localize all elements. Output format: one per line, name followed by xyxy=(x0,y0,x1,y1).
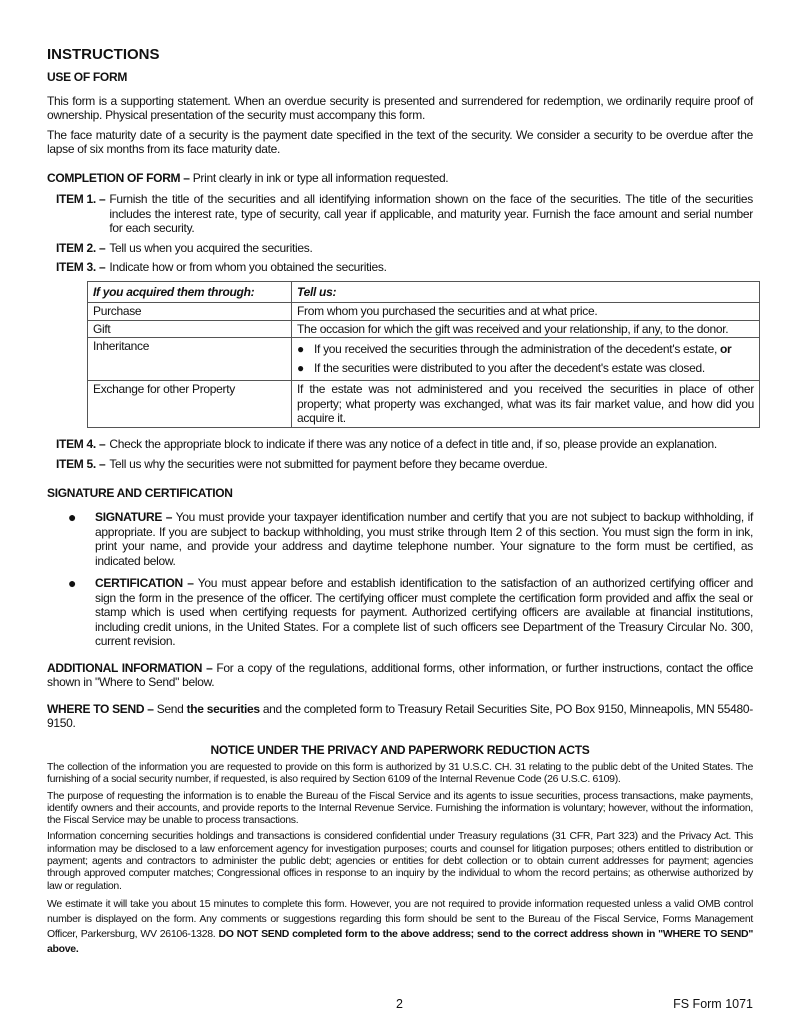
form-number: FS Form 1071 xyxy=(673,996,753,1011)
where-to-send xyxy=(47,702,753,731)
table-cell: Gift xyxy=(88,320,292,338)
table-cell: Exchange for other Property xyxy=(88,381,292,428)
bullet-icon: ● xyxy=(68,575,77,591)
notice-paragraph-2: The purpose of requesting the information is to enable the Bureau of the Fiscal Service and its agents to issue securities, process transactions, make payments, identify owners and their accounts, and provide reports to the Internal Revenue Service. Furnishing the information is voluntary; however, without the information, the Fiscal Service may be unable to process transactions. xyxy=(47,789,753,827)
use-of-form-paragraph-2: The face maturity date of a security is the payment date specified in the text of the security. We consider a security to be overdue after the lapse of six months from its face maturity date. xyxy=(47,127,753,156)
acquisition-table xyxy=(87,281,760,428)
table-cell: If the estate was not administered and you received the securities in place of other property; what property was exchanged, what was its fair market value, and how did you acquire it. xyxy=(292,381,760,428)
table-cell xyxy=(292,338,760,381)
signature-text: You must provide your taxpayer identification number and certify that you are not subject to backup withholding, if appropriate. If you are subject to backup withholding, you must strike through Item 2 of this section. You must sign the form in ink, print your name, and provide your address and daytime telephone number. Your signature to the form must be certified, as indicated below. xyxy=(95,510,753,568)
bullet-text: If the securities were distributed to you after the decedent's estate was closed. xyxy=(314,360,705,375)
certification-text: You must appear before and establish identification to the satisfaction of an authorized certifying officer and sign the form in the presence of the officer. The certifying officer must complete the certification form provided and affix the seal or stamp which is used when certifying requests for payment. Authorized certifying officers are available at financial institutions, including credit unions, in the United States. For a complete list of such officers see Department of the Treasury Circular No. 300, current revision. xyxy=(95,576,754,648)
item-2 xyxy=(56,241,753,256)
page-title: INSTRUCTIONS xyxy=(47,46,160,63)
item-5 xyxy=(56,457,753,472)
bullet-text: If you received the securities through the administration of the decedent's estate, xyxy=(314,342,717,356)
table-row xyxy=(88,338,760,381)
page-footer xyxy=(47,997,753,1013)
bullet-icon: ● xyxy=(297,360,304,375)
item-label: ITEM 4. – xyxy=(56,436,106,451)
item-3 xyxy=(56,260,753,275)
notice-paragraph-3: Information concerning securities holdings and transactions is considered confidential under Treasury regulations (31 CFR, Part 323) and the Privacy Act. This information may be disclosed to a law enforcement agency for investigation purposes; courts and counsel for litigation purposes; others entitled to distribution or payment; agents and contractors to administer the public debt; agencies or entities for debt collection or to obtain current addresses for payment; agencies through approved computer matches; Congressional offices in response to an inquiry by the individual to whom the record pertains; as otherwise authorized by law or regulation. xyxy=(47,830,753,892)
use-of-form-heading: USE OF FORM xyxy=(47,70,128,84)
use-of-form-paragraph-1: This form is a supporting statement. When an overdue security is presented and surrendered for redemption, we ordinarily require proof of ownership. Physical presentation of the security must accompany this form. xyxy=(47,93,753,122)
bullet-item xyxy=(297,342,754,357)
item-label: ITEM 1. – xyxy=(56,192,106,206)
table-cell: The occasion for which the gift was received and your relationship, if any, to the donor. xyxy=(292,320,760,338)
signature-heading: SIGNATURE AND CERTIFICATION xyxy=(47,485,233,500)
item-text: Indicate how or from whom you obtained the securities. xyxy=(109,260,387,274)
table-cell: Inheritance xyxy=(88,338,292,381)
notice-p4-bold: DO NOT SEND completed form to the above address; send to the correct address shown in "WHERE TO SEND" above. xyxy=(47,927,754,955)
where-to-send-label: WHERE TO SEND – xyxy=(47,701,154,716)
certification-bullet xyxy=(68,576,753,649)
item-text: Check the appropriate block to indicate if there was any notice of a defect in title and, if so, please provide an explanation. xyxy=(109,436,717,451)
table-header: Tell us: xyxy=(292,281,760,303)
bullet-bold-text: or xyxy=(720,342,732,356)
completion-text: Print clearly in ink or type all information requested. xyxy=(192,170,449,185)
additional-text: For a copy of the regulations, additional forms, other information, or further instructions, contact the office shown in "Where to Send" below. xyxy=(47,660,753,689)
item-1 xyxy=(56,192,753,236)
additional-information xyxy=(47,661,753,690)
table-cell: From whom you purchased the securities and at what price. xyxy=(292,303,760,321)
table-header: If you acquired them through: xyxy=(88,281,292,303)
notice-paragraph-4 xyxy=(47,897,753,957)
notice-heading: NOTICE UNDER THE PRIVACY AND PAPERWORK REDUCTION ACTS xyxy=(210,742,590,757)
completion-label: COMPLETION OF FORM – xyxy=(47,170,190,185)
additional-label: ADDITIONAL INFORMATION – xyxy=(47,660,213,675)
item-label: ITEM 5. – xyxy=(56,457,106,471)
bullet-icon: ● xyxy=(68,509,77,525)
item-text: Tell us why the securities were not submitted for payment before they became overdue. xyxy=(109,457,548,471)
where-to-send-bold: the securities xyxy=(186,701,260,716)
item-label: ITEM 3. – xyxy=(56,260,106,274)
completion-of-form xyxy=(47,171,753,186)
item-text: Furnish the title of the securities and all identifying information shown on the face of the securities. The title of the securities includes the interest rate, type of security, call year if applicable, and maturity year. Furnish the face amount and serial number for each security. xyxy=(109,192,753,235)
where-to-send-text: and the completed form to Treasury Retail Securities Site, PO Box 9150, Minneapolis, MN 55480-9150. xyxy=(47,701,753,730)
table-row xyxy=(88,320,760,338)
notice-paragraph-1: The collection of the information you are requested to provide on this form is authorized by 31 U.S.C. CH. 31 relating to the public debt of the United States. The furnishing of a social security number, if requested, is also required by Section 6109 of the Internal Revenue Code (26 U.S.C. 6109). xyxy=(47,761,753,786)
table-cell: Purchase xyxy=(88,303,292,321)
item-label: ITEM 2. – xyxy=(56,240,106,255)
signature-label: SIGNATURE – xyxy=(95,510,173,524)
item-text: Tell us when you acquired the securities. xyxy=(109,240,313,255)
table-row xyxy=(88,303,760,321)
notice-p4-text: We estimate it will take you about 15 minutes to complete this form. However, you are not required to provide information requested unless a valid OMB control number is displayed on the form. Any comments or suggestions regarding this form should be sent to the Bureau of the Fiscal Service, Forms Management Officer, Parkersburg, WV 26106-1328. xyxy=(47,897,753,940)
signature-bullet xyxy=(68,510,753,568)
page-number: 2 xyxy=(396,996,403,1011)
certification-label: CERTIFICATION – xyxy=(95,576,194,590)
where-to-send-pre: Send xyxy=(156,701,184,716)
table-header-row xyxy=(88,281,760,303)
bullet-item xyxy=(297,361,754,376)
item-4 xyxy=(56,437,753,452)
bullet-icon: ● xyxy=(297,342,304,356)
table-row xyxy=(88,381,760,428)
